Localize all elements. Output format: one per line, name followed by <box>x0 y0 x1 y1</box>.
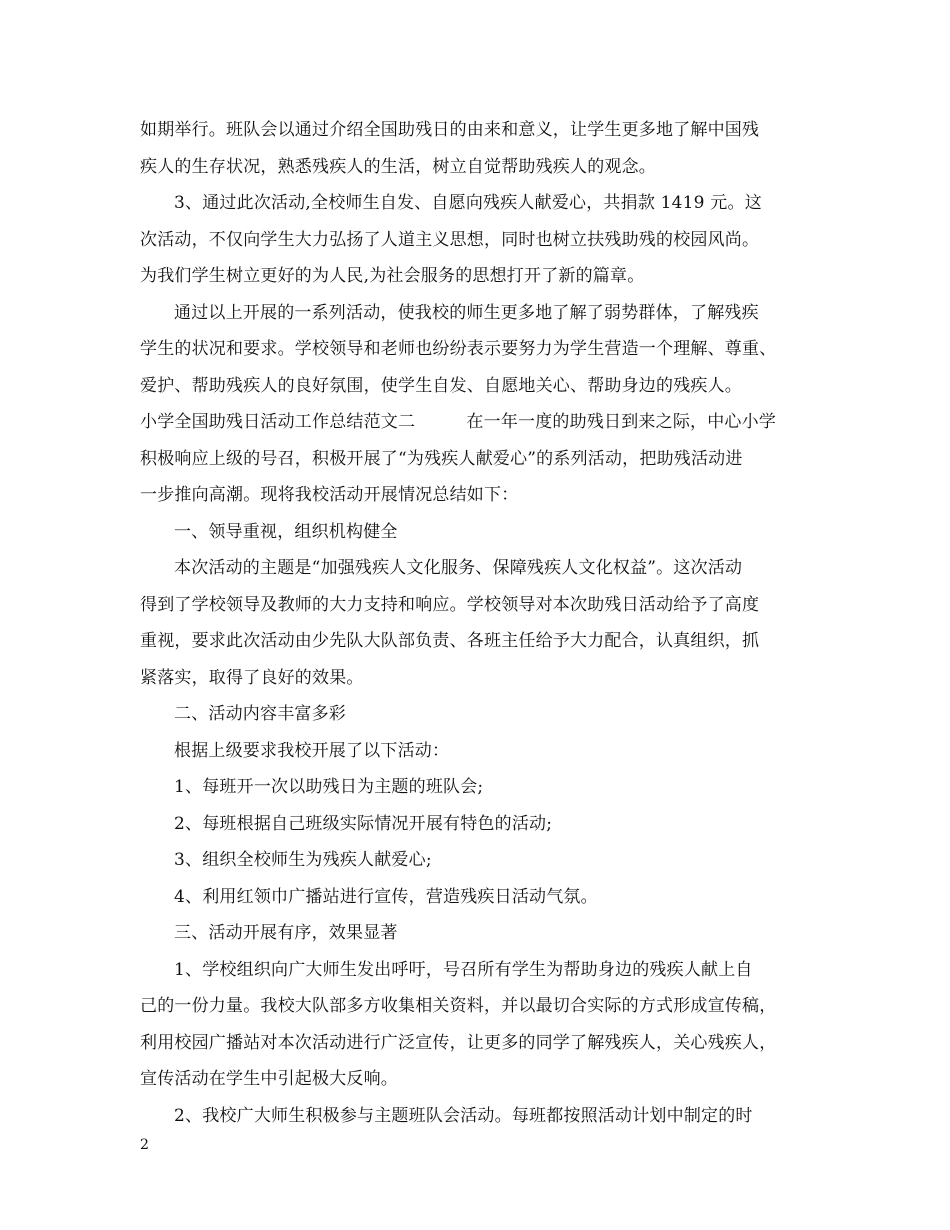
text-line-14: 得到了学校领导及教师的大力支持和响应。学校领导对本次助残日活动给予了高度 <box>140 594 760 615</box>
document-body <box>140 112 820 1134</box>
text-line-4: 次活动，不仅向学生大力弘扬了人道主义思想，同时也树立扶残助残的校园风尚。 <box>140 229 760 250</box>
text-line-2: 疾人的生存状况，熟悉残疾人的生活，树立自觉帮助残疾人的观念。 <box>140 156 656 177</box>
section-intro-start: 在一年一度的助残日到来之际，中心小学 <box>466 412 777 432</box>
subheading-3: 三、活动开展有序，效果显著 <box>174 923 398 943</box>
list-item-1: 1、每班开一次以助残日为主题的班队会; <box>174 777 484 797</box>
text-line-11: 一步推向高潮。现将我校活动开展情况总结如下： <box>140 485 519 505</box>
text-line-6: 通过以上开展的一系列活动，使我校的师生更多地了解了弱势群体，了解残疾 <box>174 302 759 323</box>
text-line-13: 本次活动的主题是“加强残疾人文化服务、保障残疾人文化权益”。这次活动 <box>174 558 743 578</box>
text-line-3: 3、通过此次活动,全校师生自发、自愿向残疾人献爱心，共捐款 1419 元。这 <box>174 193 762 213</box>
text-line-10: 积极响应上级的号召，积极开展了“为残疾人献爱心”的系列活动，把助残活动进 <box>140 448 743 469</box>
text-line-5: 为我们学生树立更好的为人民,为社会服务的思想打开了新的篇章。 <box>140 266 645 286</box>
text-line-7: 学生的状况和要求。学校领导和老师也纷纷表示要努力为学生营造一个理解、尊重、 <box>140 339 777 359</box>
text-line-15: 重视，要求此次活动由少先队大队部负责、各班主任给予大力配合，认真组织，抓 <box>140 631 760 651</box>
text-line-1: 如期举行。班队会以通过介绍全国助残日的由来和意义，让学生更多地了解中国残 <box>140 120 760 140</box>
subheading-1: 一、领导重视，组织机构健全 <box>174 521 398 542</box>
text-line-24: 1、学校组织向广大师生发出呼吁，号召所有学生为帮助身边的残疾人献上自 <box>174 959 753 980</box>
inline-heading-line <box>140 404 820 441</box>
text-line-16: 紧落实，取得了良好的效果。 <box>140 667 364 688</box>
text-line-26: 利用校园广播站对本次活动进行广泛宣传，让更多的同学了解残疾人，关心残疾人， <box>140 1032 777 1053</box>
list-item-3: 3、组织全校师生为残疾人献爱心; <box>174 850 432 870</box>
list-item-4: 4、利用红领巾广播站进行宣传，营造残疾日活动气氛。 <box>174 886 598 907</box>
list-item-2: 2、每班根据自己班级实际情况开展有特色的活动; <box>174 813 553 834</box>
text-line-28: 2、我校广大师生积极参与主题班队会活动。每班都按照活动计划中制定的时 <box>174 1105 753 1126</box>
text-line-8: 爱护、帮助残疾人的良好氛围，使学生自发、自愿地关心、帮助身边的残疾人。 <box>140 375 742 396</box>
text-line-18: 根据上级要求我校开展了以下活动： <box>174 740 450 761</box>
subheading-2: 二、活动内容丰富多彩 <box>174 704 346 724</box>
section-title: 小学全国助残日活动工作总结范文二 <box>140 412 416 432</box>
text-line-27: 宣传活动在学生中引起极大反响。 <box>140 1069 398 1089</box>
text-line-25: 己的一份力量。我校大队部多方收集相关资料，并以最切合实际的方式形成宣传稿， <box>140 996 777 1016</box>
page-number: 2 <box>140 1137 149 1153</box>
